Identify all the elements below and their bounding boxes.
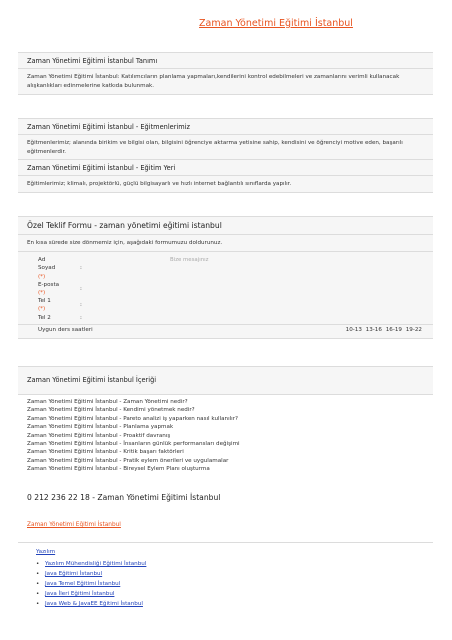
section-heading-tanimi: Zaman Yönetimi Eğitimi İstanbul Tanımı (27, 57, 158, 65)
divider (18, 175, 433, 176)
divider (18, 52, 433, 53)
field-colon: : (80, 315, 82, 321)
list-item: Zaman Yönetimi Eğitimi İstanbul - Kritik başarı faktörleri (27, 449, 184, 456)
list-item: Zaman Yönetimi Eğitimi İstanbul - Zaman Yönetimi nedir? (27, 399, 188, 405)
list-item: Zaman Yönetimi Eğitimi İstanbul - İnsanların günlük performansları değişimi (27, 441, 240, 448)
footer-link[interactable]: Java İleri Eğitimi İstanbul (45, 591, 115, 597)
required-mark: (*) (38, 274, 46, 280)
list-item (36, 569, 146, 579)
section-text-egitmenler: Eğitmenlerimiz; alanında birikim ve bilgisi olan, bilgisini öğrenciye aktarma yetisine sahip, kendisini ve öğrenciyi motive eden, başarılı eğitmenlerdir. (27, 140, 403, 155)
message-textarea[interactable]: Bize mesajınız (170, 257, 209, 263)
required-mark: (*) (38, 290, 46, 296)
field-label-tel1: Tel 1 (38, 298, 51, 304)
required-mark: (*) (38, 306, 46, 312)
bullet-icon: • (36, 571, 40, 577)
content-heading: Zaman Yönetimi Eğitimi İstanbul İçeriği (27, 376, 157, 384)
list-item: Zaman Yönetimi Eğitimi İstanbul - Pratik eylem önerileri ve uygulamalar (27, 457, 229, 464)
divider (18, 68, 433, 69)
footer-link[interactable]: Yazılım Mühendisliği Eğitimi İstanbul (45, 561, 147, 567)
divider (18, 338, 433, 339)
list-item (36, 589, 146, 599)
list-item: Zaman Yönetimi Eğitimi İstanbul - Kendimi yönetmek nedir? (27, 407, 195, 414)
divider (18, 251, 433, 252)
section-text-yer: Eğitimlerimiz; klimalı, projektörlü, güçlü bilgisayarlı ve hızlı internet bağlantılı sınıflarda yapılır. (27, 181, 292, 187)
divider (18, 118, 433, 119)
list-item (36, 559, 146, 569)
list-item: Zaman Yönetimi Eğitimi İstanbul - Proaktif davranış (27, 432, 171, 439)
field-colon: : (80, 302, 82, 308)
bullet-icon: • (36, 601, 40, 607)
bullet-icon: • (36, 561, 40, 567)
field-label-ad: Ad (38, 257, 46, 263)
phone-line: 0 212 236 22 18 - Zaman Yönetimi Eğitimi İstanbul (27, 493, 221, 502)
section-heading-egitmenler: Zaman Yönetimi Eğitimi İstanbul - Eğitmenlerimiz (27, 123, 190, 131)
bullet-icon: • (36, 581, 40, 587)
list-item (36, 599, 146, 609)
content-list (27, 398, 240, 474)
footer-link-list (36, 559, 146, 609)
field-label-eposta: E-posta (38, 282, 60, 288)
page-title-link[interactable]: Zaman Yönetimi Eğitimi İstanbul (199, 18, 353, 29)
list-item: Zaman Yönetimi Eğitimi İstanbul - Planlama yapmak (27, 424, 174, 431)
form-intro: En kısa sürede size dönmemiz için, aşağıdaki formumuzu doldurunuz. (27, 240, 223, 246)
section-text-tanimi: Zaman Yönetimi Eğitimi İstanbul: Katılımcıların planlama yapmaları,kendilerini kontrol edebilmeleri ve zamanlarını verimli kullanacak alışkanlıkları edinmelerine katkıda bulunmak. (27, 74, 400, 89)
divider (18, 94, 433, 95)
footer-link[interactable]: Java Eğitimi İstanbul (45, 571, 103, 577)
training-link[interactable]: Zaman Yönetimi Eğitimi İstanbul (27, 522, 121, 528)
divider (18, 366, 433, 367)
section-heading-yer: Zaman Yönetimi Eğitimi İstanbul - Eğitim Yeri (27, 164, 176, 172)
field-label-tel2: Tel 2 (38, 315, 51, 321)
footer-link[interactable]: Java Web & JavaEE Eğitimi İstanbul (45, 601, 143, 607)
field-label-soyad: Soyad (38, 265, 56, 271)
list-item: Zaman Yönetimi Eğitimi İstanbul - Bireysel Eylem Planı oluşturma (27, 466, 210, 473)
divider (18, 134, 433, 135)
list-item (36, 579, 146, 589)
field-colon: : (80, 265, 82, 271)
hours-label: Uygun ders saatleri (38, 327, 93, 333)
divider (18, 542, 433, 543)
form-title: Özel Teklif Formu - zaman yönetimi eğitimi istanbul (27, 221, 222, 230)
footer-link[interactable]: Java Temel Eğitimi İstanbul (45, 581, 121, 587)
list-item: Zaman Yönetimi Eğitimi İstanbul - Pareto analizi iş yaparken nasıl kullanılır? (27, 415, 238, 422)
bullet-icon: • (36, 591, 40, 597)
hours-slot-options[interactable]: 10-13 13-16 16-19 19-22 (345, 327, 422, 333)
footer-category-link[interactable]: Yazılım (36, 549, 56, 555)
divider (18, 192, 433, 193)
divider (18, 234, 433, 235)
divider (18, 216, 433, 217)
divider (18, 324, 433, 325)
divider (18, 394, 433, 395)
divider (18, 159, 433, 160)
field-colon: : (80, 286, 82, 292)
